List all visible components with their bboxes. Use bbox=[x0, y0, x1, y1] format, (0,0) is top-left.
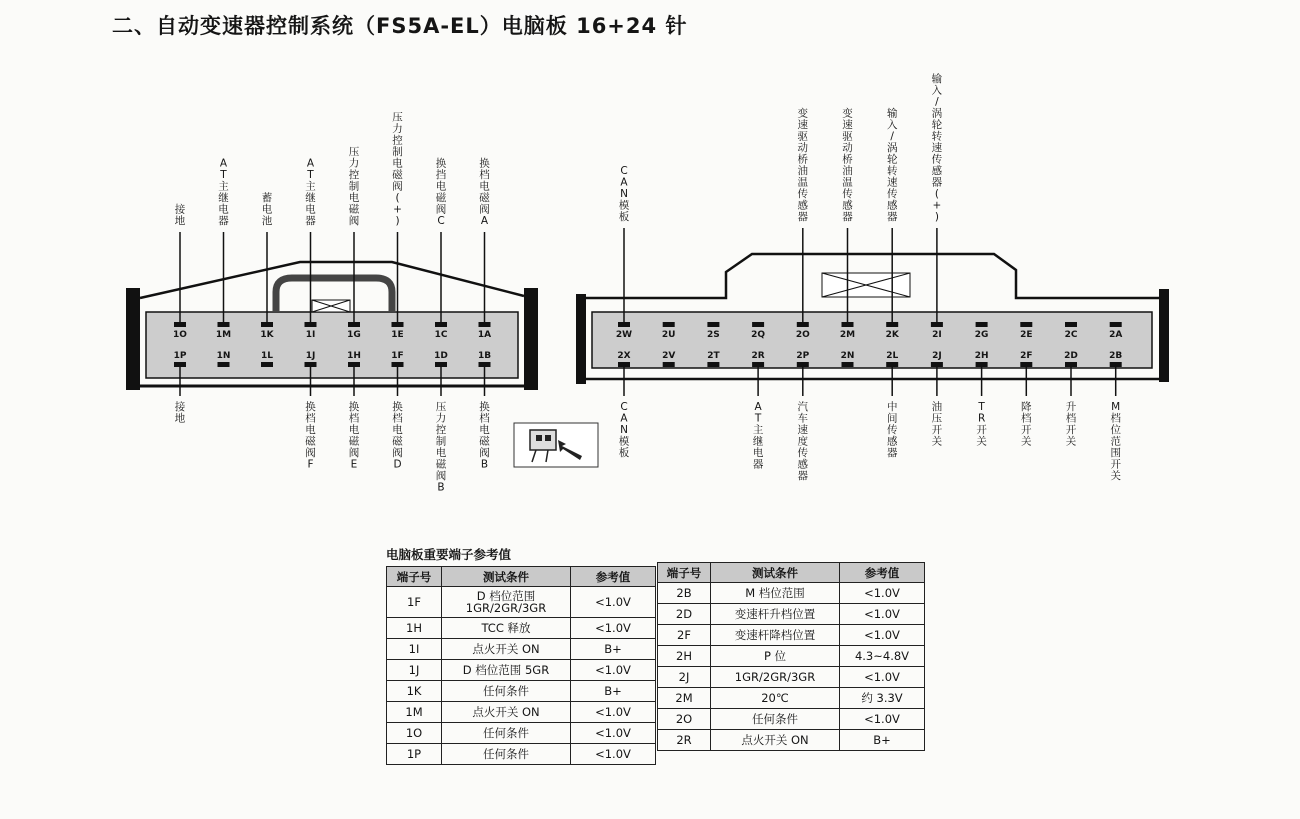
table-row bbox=[387, 681, 656, 702]
pin-1k bbox=[261, 322, 273, 327]
terminal-cell: 2J bbox=[658, 667, 711, 688]
col-header-terminal: 端子号 bbox=[387, 567, 442, 587]
pin-label: 2N bbox=[840, 351, 855, 361]
pin-1c bbox=[435, 322, 447, 327]
col-header-terminal: 端子号 bbox=[658, 563, 711, 583]
pin-label: 1F bbox=[391, 351, 404, 361]
terminal-cell: 2B bbox=[658, 583, 711, 604]
col-header-reference: 参考值 bbox=[840, 563, 925, 583]
pin-1i bbox=[305, 322, 317, 327]
pin-label: 2K bbox=[885, 330, 899, 340]
condition-cell: M 档位范围 bbox=[711, 583, 840, 604]
wire-label-bottom: M 档位范围开关 bbox=[1110, 401, 1121, 482]
pin-1e bbox=[392, 322, 404, 327]
wire-label-bottom: 换档电磁阀 E bbox=[348, 401, 360, 471]
pin-2l bbox=[886, 362, 898, 367]
reference-cell: <1.0V bbox=[840, 625, 925, 646]
terminal-cell: 1H bbox=[387, 618, 442, 639]
reference-cell: <1.0V bbox=[571, 587, 656, 618]
pin-2s bbox=[707, 322, 719, 327]
pin-label: 2E bbox=[1020, 330, 1033, 340]
terminal-cell: 2D bbox=[658, 604, 711, 625]
condition-cell: D 档位范围 1GR/2GR/3GR bbox=[442, 587, 571, 618]
wire-label-bottom: 降档开关 bbox=[1021, 401, 1032, 448]
pin-2a bbox=[1110, 322, 1122, 327]
pin-2j bbox=[931, 362, 943, 367]
condition-cell: D 档位范围 5GR bbox=[442, 660, 571, 681]
reference-table-right bbox=[657, 562, 925, 751]
pin-label: 2U bbox=[661, 330, 676, 340]
pin-2c bbox=[1065, 322, 1077, 327]
pin-2r bbox=[752, 362, 764, 367]
wire-label-top: 蓄电池 bbox=[261, 192, 273, 227]
pin-label: 2S bbox=[707, 330, 720, 340]
pin-2f bbox=[1020, 362, 1032, 367]
wire-label-bottom: 中间传感器 bbox=[886, 401, 898, 459]
page-title: 二、自动变速器控制系统（FS5A-EL）电脑板 16+24 针 bbox=[112, 14, 688, 38]
table-row bbox=[387, 618, 656, 639]
condition-cell: 1GR/2GR/3GR bbox=[711, 667, 840, 688]
pin-2e bbox=[1020, 322, 1032, 327]
pin-label: 2L bbox=[886, 351, 899, 361]
pin-label: 1M bbox=[215, 330, 232, 340]
col-header-reference: 参考值 bbox=[571, 567, 656, 587]
wire-label-top: 接地 bbox=[174, 203, 186, 227]
terminal-cell: 2M bbox=[658, 688, 711, 709]
pin-label: 2I bbox=[932, 330, 942, 340]
table-row bbox=[387, 702, 656, 723]
pin-label: 2Q bbox=[751, 330, 766, 340]
pin-2g bbox=[976, 322, 988, 327]
pin-2u bbox=[663, 322, 675, 327]
pin-1m bbox=[218, 322, 230, 327]
table-row bbox=[387, 660, 656, 681]
reference-cell: <1.0V bbox=[840, 583, 925, 604]
pin-label: 2V bbox=[662, 351, 676, 361]
terminal-cell: 1O bbox=[387, 723, 442, 744]
table-row bbox=[658, 730, 925, 751]
pin-2w bbox=[618, 322, 630, 327]
pin-2o bbox=[797, 322, 809, 327]
col-header-condition: 测试条件 bbox=[711, 563, 840, 583]
terminal-cell: 2R bbox=[658, 730, 711, 751]
pin-label: 1C bbox=[434, 330, 448, 340]
wire-label-top: 压力控制电磁阀( + ) bbox=[392, 111, 403, 227]
condition-cell: TCC 释放 bbox=[442, 618, 571, 639]
pin-label: 2P bbox=[796, 351, 810, 361]
reference-table-left bbox=[386, 566, 656, 765]
wire-label-top: 压力控制电磁阀 bbox=[348, 146, 360, 227]
pin-label: 2M bbox=[839, 330, 856, 340]
reference-cell: B+ bbox=[571, 681, 656, 702]
reference-cell: <1.0V bbox=[840, 667, 925, 688]
pin-label: 1D bbox=[434, 351, 448, 361]
wire-label-top: 变速驱动桥油温传感器 bbox=[797, 107, 809, 223]
wire-label-top: 输入/涡轮转速传感器 bbox=[886, 107, 898, 223]
pin-label: 1B bbox=[477, 351, 492, 361]
wire-label-bottom: T R 开关 bbox=[976, 401, 987, 448]
terminal-cell: 1F bbox=[387, 587, 442, 618]
pin-1g bbox=[348, 322, 360, 327]
condition-cell: 任何条件 bbox=[711, 709, 840, 730]
wire-label-bottom: C A N 模板 bbox=[618, 401, 630, 459]
terminal-cell: 2F bbox=[658, 625, 711, 646]
pin-label: 1O bbox=[173, 330, 187, 340]
pin-label: 1N bbox=[216, 351, 231, 361]
col-header-condition: 测试条件 bbox=[442, 567, 571, 587]
wire-label-top: A T 主继电器 bbox=[305, 157, 316, 227]
reference-cell: <1.0V bbox=[571, 723, 656, 744]
pin-label: 1G bbox=[347, 330, 361, 340]
pin-2i bbox=[931, 322, 943, 327]
pin-label: 2J bbox=[932, 351, 942, 361]
pin-label: 1E bbox=[391, 330, 404, 340]
pin-label: 1J bbox=[305, 351, 316, 361]
reference-cell: <1.0V bbox=[571, 618, 656, 639]
pin-1d bbox=[435, 362, 447, 367]
plug-insert-icon bbox=[514, 423, 598, 467]
wire-label-bottom: 压力控制电磁阀 B bbox=[435, 401, 447, 494]
connector-1-housing bbox=[126, 262, 538, 390]
pin-label: 2G bbox=[974, 330, 989, 340]
pin-2t bbox=[707, 362, 719, 367]
pin-1o bbox=[174, 322, 186, 327]
pin-1p bbox=[174, 362, 186, 367]
condition-cell: 变速杆降档位置 bbox=[711, 625, 840, 646]
table-row bbox=[387, 723, 656, 744]
pin-label: 1K bbox=[260, 330, 274, 340]
reference-cell: 4.3~4.8V bbox=[840, 646, 925, 667]
wire-label-bottom: 升档开关 bbox=[1065, 401, 1077, 448]
wire-label-bottom: 汽车速度传感器 bbox=[797, 401, 809, 482]
pin-label: 2C bbox=[1064, 330, 1078, 340]
reference-cell: <1.0V bbox=[571, 660, 656, 681]
condition-cell: 点火开关 ON bbox=[442, 702, 571, 723]
reference-cell: <1.0V bbox=[840, 604, 925, 625]
pin-label: 1A bbox=[477, 330, 492, 340]
pin-1a bbox=[479, 322, 491, 327]
condition-cell: 任何条件 bbox=[442, 723, 571, 744]
reference-cell: 约 3.3V bbox=[840, 688, 925, 709]
table-row bbox=[658, 709, 925, 730]
wire-label-bottom: 换档电磁阀 D bbox=[392, 401, 403, 471]
pin-label: 2T bbox=[707, 351, 720, 361]
terminal-cell: 1M bbox=[387, 702, 442, 723]
terminal-cell: 2O bbox=[658, 709, 711, 730]
pin-label: 2R bbox=[751, 351, 765, 361]
reference-cell: <1.0V bbox=[571, 702, 656, 723]
pin-2x bbox=[618, 362, 630, 367]
pin-2n bbox=[842, 362, 854, 367]
wire-label-bottom: 接地 bbox=[174, 401, 186, 425]
pin-1n bbox=[218, 362, 230, 367]
terminal-cell: 1K bbox=[387, 681, 442, 702]
pin-label: 2F bbox=[1020, 351, 1033, 361]
pin-label: 2D bbox=[1064, 351, 1078, 361]
table-row bbox=[387, 587, 656, 618]
pin-1h bbox=[348, 362, 360, 367]
pin-1f bbox=[392, 362, 404, 367]
pin-1l bbox=[261, 362, 273, 367]
wire-label-top: C A N 模板 bbox=[618, 165, 630, 223]
table-row bbox=[658, 583, 925, 604]
pin-2m bbox=[842, 322, 854, 327]
pin-1b bbox=[479, 362, 491, 367]
terminal-cell: 2H bbox=[658, 646, 711, 667]
reference-cell: B+ bbox=[571, 639, 656, 660]
wire-label-top: 换档电磁阀 A bbox=[479, 157, 490, 227]
pin-label: 2H bbox=[974, 351, 989, 361]
pin-label: 1P bbox=[173, 351, 187, 361]
pin-2v bbox=[663, 362, 675, 367]
pin-label: 2O bbox=[795, 330, 810, 340]
pin-2d bbox=[1065, 362, 1077, 367]
wire-label-top: A T 主继电器 bbox=[218, 157, 229, 227]
table-row bbox=[658, 646, 925, 667]
pin-label: 2B bbox=[1109, 351, 1123, 361]
reference-cell: B+ bbox=[840, 730, 925, 751]
terminal-cell: 1P bbox=[387, 744, 442, 765]
condition-cell: 点火开关 ON bbox=[711, 730, 840, 751]
pin-2b bbox=[1110, 362, 1122, 367]
reference-cell: <1.0V bbox=[840, 709, 925, 730]
pin-2q bbox=[752, 322, 764, 327]
condition-cell: 任何条件 bbox=[442, 744, 571, 765]
pin-label: 1H bbox=[347, 351, 361, 361]
table-row bbox=[387, 639, 656, 660]
condition-cell: 20℃ bbox=[711, 688, 840, 709]
table-row bbox=[387, 744, 656, 765]
table-row bbox=[658, 667, 925, 688]
wire-label-top: 输入/涡轮转速传感器( + ) bbox=[931, 73, 943, 223]
pin-2k bbox=[886, 322, 898, 327]
wire-label-bottom: A T 主继电器 bbox=[752, 401, 764, 471]
wire-label-bottom: 油压开关 bbox=[931, 401, 943, 448]
pin-2h bbox=[976, 362, 988, 367]
table-row bbox=[658, 625, 925, 646]
wire-label-top: 换挡电磁阀 C bbox=[435, 157, 447, 227]
table-row bbox=[658, 604, 925, 625]
pin-2p bbox=[797, 362, 809, 367]
pin-label: 2A bbox=[1109, 330, 1123, 340]
terminal-cell: 1J bbox=[387, 660, 442, 681]
pin-label: 1I bbox=[305, 330, 316, 340]
table-row bbox=[658, 688, 925, 709]
reference-cell: <1.0V bbox=[571, 744, 656, 765]
condition-cell: P 位 bbox=[711, 646, 840, 667]
reference-table-title: 电脑板重要端子参考值 bbox=[386, 547, 512, 562]
pin-label: 1L bbox=[261, 351, 273, 361]
wire-label-bottom: 换档电磁阀 B bbox=[479, 401, 490, 471]
terminal-cell: 1I bbox=[387, 639, 442, 660]
condition-cell: 变速杆升档位置 bbox=[711, 604, 840, 625]
wire-label-top: 变速驱动桥油温传感器 bbox=[842, 107, 853, 223]
wire-label-bottom: 换档电磁阀 F bbox=[305, 401, 316, 471]
pin-label: 2X bbox=[617, 351, 631, 361]
pin-label: 2W bbox=[615, 330, 633, 340]
pin-1j bbox=[305, 362, 317, 367]
condition-cell: 任何条件 bbox=[442, 681, 571, 702]
condition-cell: 点火开关 ON bbox=[442, 639, 571, 660]
